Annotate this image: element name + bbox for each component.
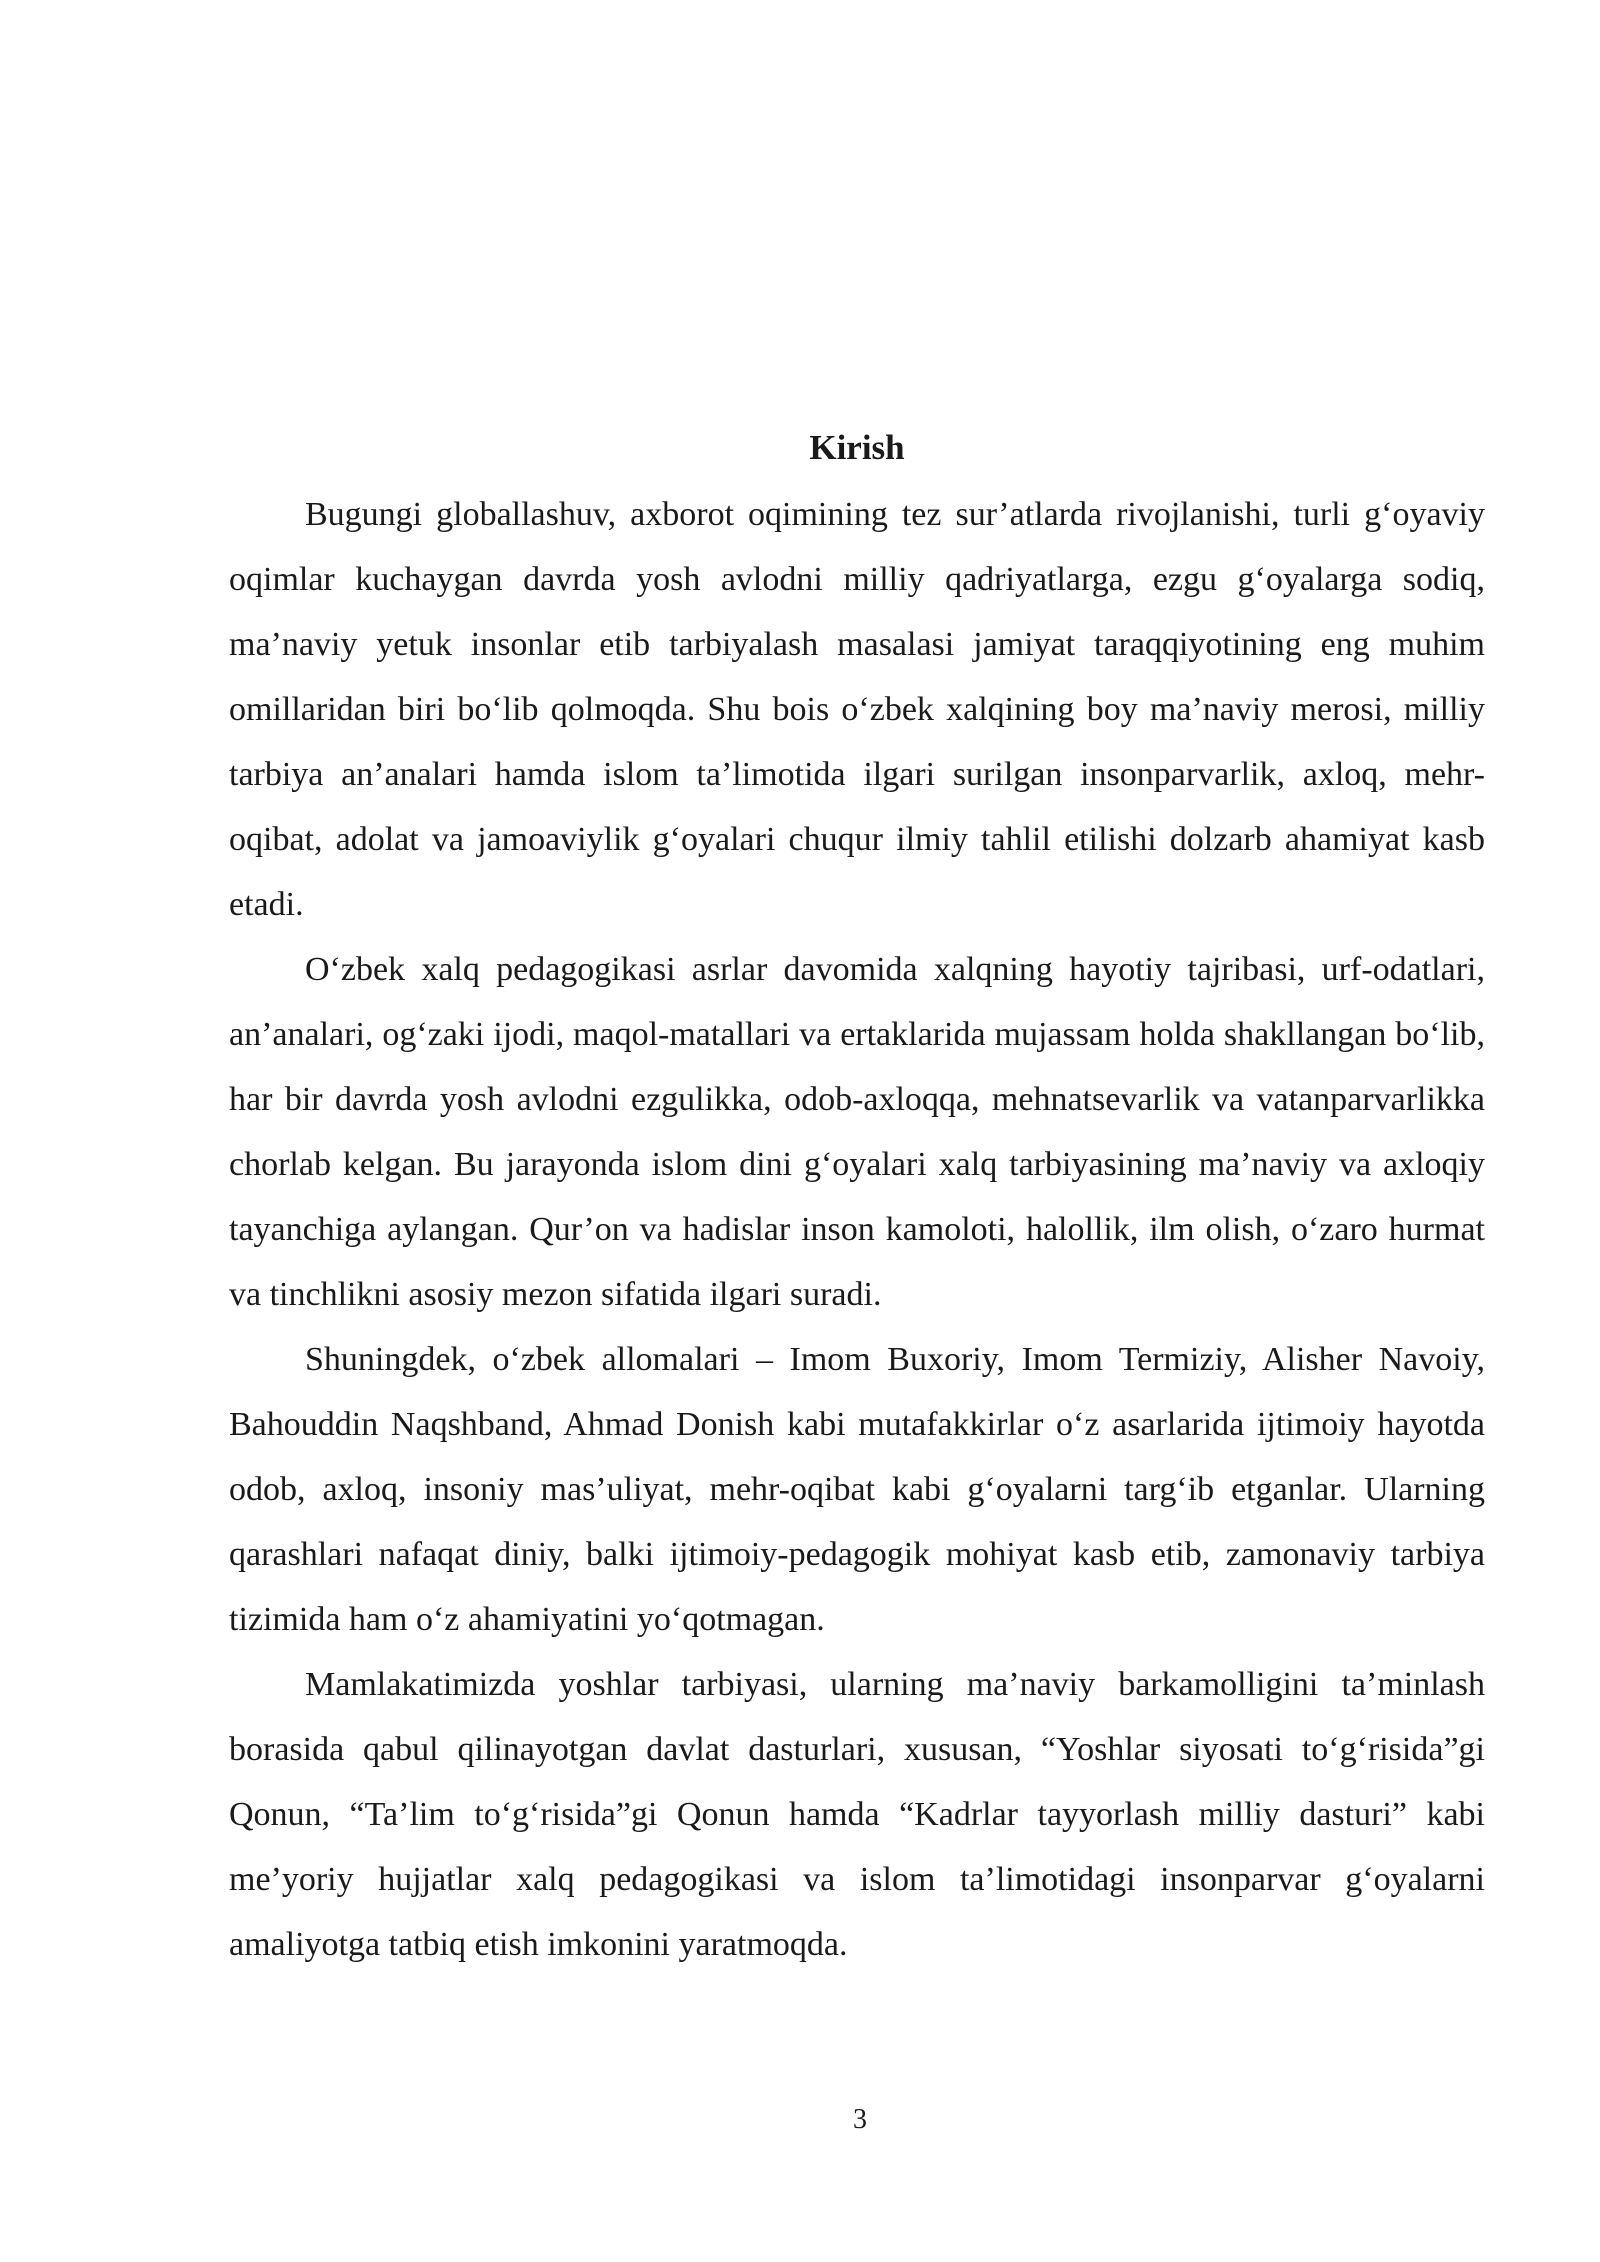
section-title: Kirish (809, 428, 905, 467)
paragraph-1: Bugungi globallashuv, axborot oqimining tez sur’atlarda rivojlanishi, turli g‘oyaviy oqimlar kuchaygan davrda yosh avlodni milliy qadriyatlarga, ezgu g‘oyalarga sodiq, ma’naviy yetuk insonlar etib tarbiyalash masalasi jamiyat taraqqiyotining eng muhim omillaridan biri bo‘lib qolmoqda. Shu bois o‘zbek xalqining boy ma’naviy merosi, milliy tarbiya an’analari hamda islom ta’limotida ilgari surilgan insonparvarlik, axloq, mehr-oqibat, adolat va jamoaviylik g‘oyalari chuqur ilmiy tahlil etilishi dolzarb ahamiyat kasb etadi. (229, 496, 1485, 923)
page-content (229, 420, 1485, 1977)
page-number: 3 (853, 2104, 867, 2135)
paragraph-2: O‘zbek xalq pedagogikasi asrlar davomida xalqning hayotiy tajribasi, urf-odatlari, an’analari, og‘zaki ijodi, maqol-matallari va ertaklarida mujassam holda shakllangan bo‘lib, har bir davrda yosh avlodni ezgulikka, odob-axloqqa, mehnatsevarlik va vatanparvarlikka chorlab kelgan. Bu jarayonda islom dini g‘oyalari xalq tarbiyasining ma’naviy va axloqiy tayanchiga aylangan. Qur’on va hadislar inson kamoloti, halollik, ilm olish, o‘zaro hurmat va tinchlikni asosiy mezon sifatida ilgari suradi. (229, 951, 1485, 1313)
paragraph-4: Mamlakatimizda yoshlar tarbiyasi, ularning ma’naviy barkamolligini ta’minlash borasida qabul qilinayotgan davlat dasturlari, xususan, “Yoshlar siyosati to‘g‘risida”gi Qonun, “Ta’lim to‘g‘risida”gi Qonun hamda “Kadrlar tayyorlash milliy dasturi” kabi me’yoriy hujjatlar xalq pedagogikasi va islom ta’limotidagi insonparvar g‘oyalarni amaliyotga tatbiq etish imkonini yaratmoqda. (229, 1666, 1485, 1963)
paragraph-3: Shuningdek, o‘zbek allomalari – Imom Buxoriy, Imom Termiziy, Alisher Navoiy, Bahouddin Naqshband, Ahmad Donish kabi mutafakkirlar o‘z asarlarida ijtimoiy hayotda odob, axloq, insoniy mas’uliyat, mehr-oqibat kabi g‘oyalarni targ‘ib etganlar. Ularning qarashlari nafaqat diniy, balki ijtimoiy-pedagogik mohiyat kasb etib, zamonaviy tarbiya tizimida ham o‘z ahamiyatini yo‘qotmagan. (229, 1341, 1485, 1638)
